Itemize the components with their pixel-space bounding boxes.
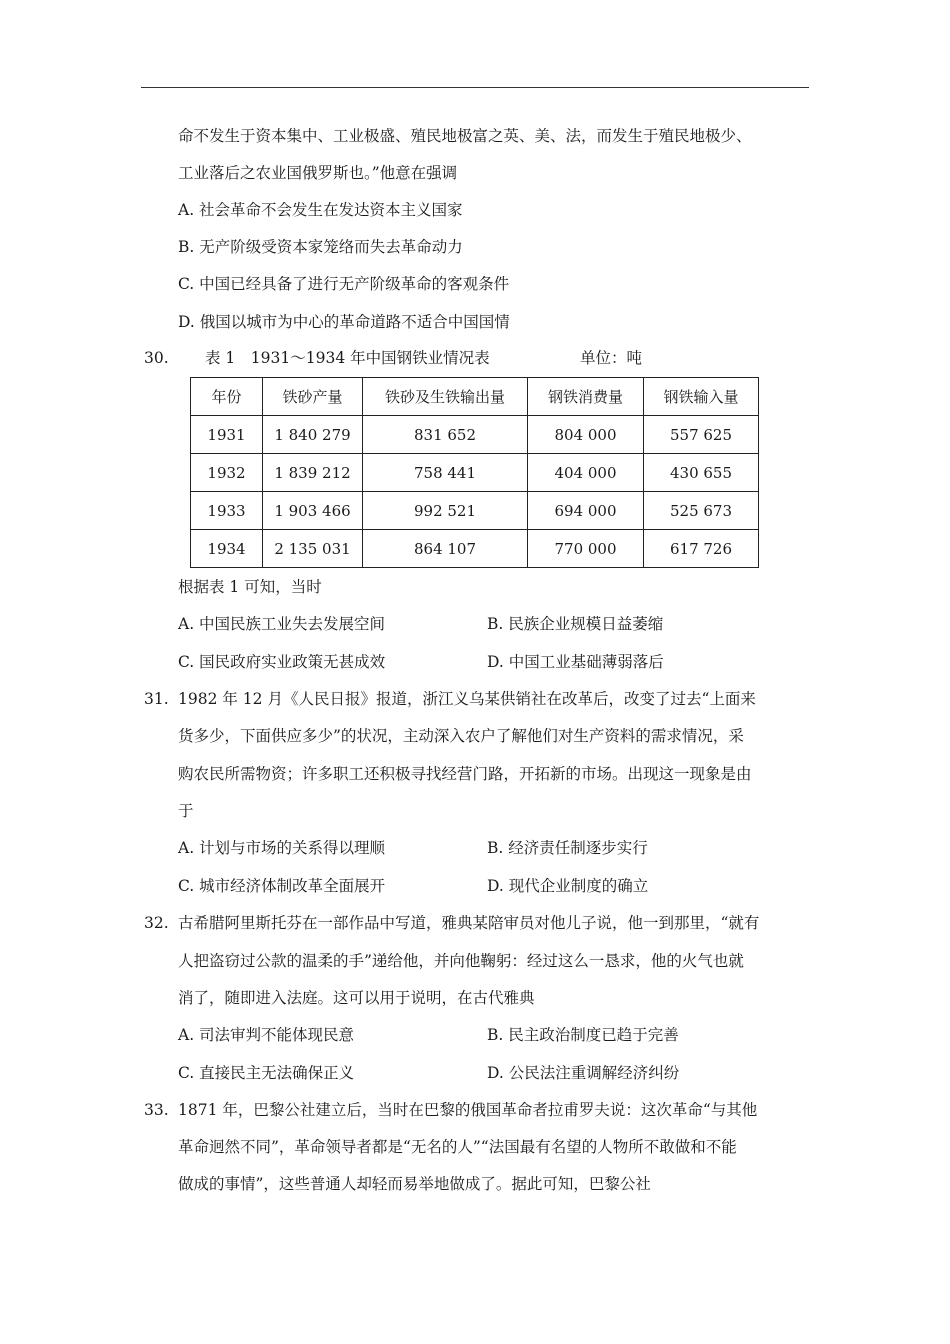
table-cell: 864 107 [363,530,528,568]
q31-stem-line-4: 于 [178,802,194,820]
q32-stem-line-1: 古希腊阿里斯托芬在一部作品中写道，雅典某陪审员对他儿子说，他一到那里，“就有 [178,914,760,932]
q32-stem-line-3: 消了，随即进入法庭。这可以用于说明，在古代雅典 [178,989,535,1007]
q30-option-d: D. 中国工业基础薄弱落后 [487,653,664,671]
q32-number: 32. [144,914,169,932]
q30-option-a: A. 中国民族工业失去发展空间 [178,615,386,633]
q32-option-c: C. 直接民主无法确保正义 [178,1064,355,1082]
q31-option-d: D. 现代企业制度的确立 [487,877,649,895]
q33-stem-line-3: 做成的事情”，这些普通人却轻而易举地做成了。据此可知，巴黎公社 [178,1175,651,1193]
q29-stem-line-1: 命不发生于资本集中、工业极盛、殖民地极富之英、美、法，而发生于殖民地极少、 [178,127,752,145]
table-cell: 1 903 466 [263,492,363,530]
table-header-row [191,378,759,416]
q31-stem-line-3: 购农民所需物资；许多职工还积极寻找经营门路，开拓新的市场。出现这一现象是由 [178,765,752,783]
q31-option-c: C. 城市经济体制改革全面展开 [178,877,386,895]
table-row [191,454,759,492]
table-header-cell: 钢铁输入量 [644,378,759,416]
table-cell: 1931 [191,416,263,454]
table-header-cell: 钢铁消费量 [528,378,644,416]
q31-option-a: A. 计划与市场的关系得以理顺 [178,839,386,857]
table-cell: 1 840 279 [263,416,363,454]
table-cell: 1932 [191,454,263,492]
q31-option-b: B. 经济责任制逐步实行 [487,839,648,857]
table-row [191,530,759,568]
table-cell: 694 000 [528,492,644,530]
table-cell: 617 726 [644,530,759,568]
table-cell: 1 839 212 [263,454,363,492]
q32-option-d: D. 公民法注重调解经济纠纷 [487,1064,680,1082]
q30-option-b: B. 民族企业规模日益萎缩 [487,615,664,633]
q29-option-d: D. 俄国以城市为中心的革命道路不适合中国国情 [178,313,510,331]
q31-number: 31. [144,690,169,708]
table-cell: 1934 [191,530,263,568]
table-row [191,492,759,530]
table-header-cell: 铁砂及生铁输出量 [363,378,528,416]
table-cell: 430 655 [644,454,759,492]
q30-table-unit: 单位：吨 [580,349,643,367]
q29-option-b: B. 无产阶级受资本家笼络而失去革命动力 [178,238,463,256]
table-row [191,416,759,454]
q29-option-c: C. 中国已经具备了进行无产阶级革命的客观条件 [178,275,510,293]
table-cell: 831 652 [363,416,528,454]
table-cell: 770 000 [528,530,644,568]
q32-option-b: B. 民主政治制度已趋于完善 [487,1026,679,1044]
q33-stem-line-2: 革命迥然不同”，革命领导者都是“无名的人”“法国最有名望的人物所不敢做和不能 [178,1138,737,1156]
q31-stem-line-2: 货多少，下面供应多少”的状况，主动深入农户了解他们对生产资料的需求情况，采 [178,727,744,745]
table-cell: 804 000 [528,416,644,454]
table-header-cell: 年份 [191,378,263,416]
table-cell: 557 625 [644,416,759,454]
table-cell: 1933 [191,492,263,530]
q30-option-c: C. 国民政府实业政策无甚成效 [178,653,386,671]
header-rule [141,87,809,88]
q29-stem-line-2: 工业落后之农业国俄罗斯也。”他意在强调 [178,164,458,182]
table-cell: 525 673 [644,492,759,530]
q33-stem-line-1: 1871 年，巴黎公社建立后，当时在巴黎的俄国革命者拉甫罗夫说：这次革命“与其他 [178,1101,758,1119]
steel-industry-table [190,377,759,568]
q30-table-caption: 表 1 1931～1934 年中国钢铁业情况表 [205,349,490,367]
table-cell: 404 000 [528,454,644,492]
table-cell: 992 521 [363,492,528,530]
q32-stem-line-2: 人把盗窃过公款的温柔的手”递给他，并向他鞠躬：经过这么一恳求，他的火气也就 [178,952,744,970]
q33-number: 33. [144,1101,169,1119]
q32-option-a: A. 司法审判不能体现民意 [178,1026,355,1044]
q29-option-a: A. 社会革命不会发生在发达资本主义国家 [178,201,463,219]
q30-number: 30. [144,349,169,367]
q31-stem-line-1: 1982 年 12 月《人民日报》报道，浙江义乌某供销社在改革后，改变了过去“上面来 [178,690,756,708]
table-header-cell: 铁砂产量 [263,378,363,416]
table-cell: 2 135 031 [263,530,363,568]
table-cell: 758 441 [363,454,528,492]
q30-stem: 根据表 1 可知，当时 [178,578,322,596]
